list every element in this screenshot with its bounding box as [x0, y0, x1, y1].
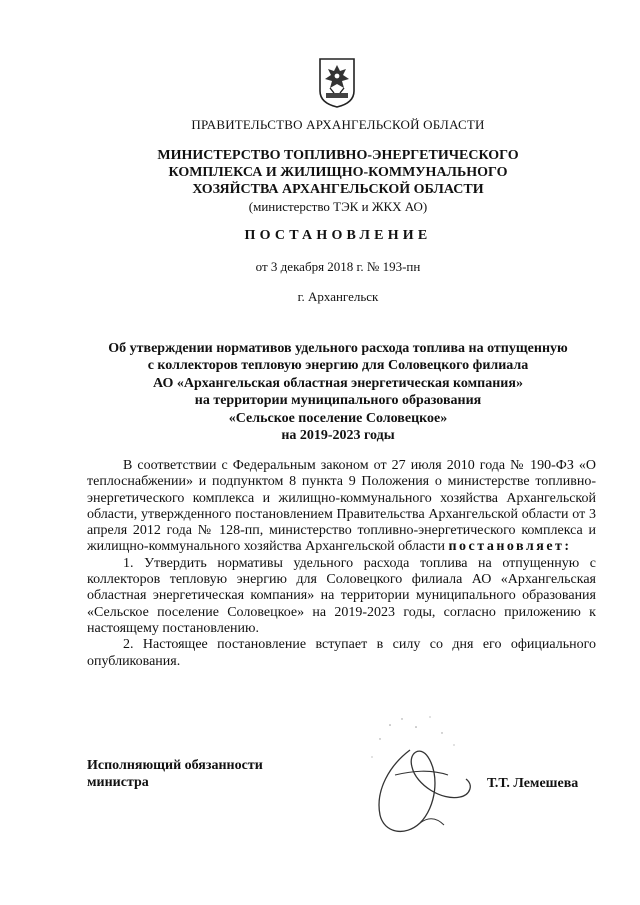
ministry-abbreviation: (министерство ТЭК и ЖКХ АО)	[248, 199, 428, 214]
subject-line: Об утверждении нормативов удельного расхода топлива на отпущенную	[108, 341, 568, 356]
handwritten-signature	[350, 705, 485, 845]
resolves-word: постановляет:	[448, 539, 572, 555]
ministry-line: ХОЗЯЙСТВА АРХАНГЕЛЬСКОЙ ОБЛАСТИ	[192, 182, 484, 197]
preamble-paragraph	[87, 458, 596, 556]
subject-line: на 2019-2023 годы	[281, 428, 395, 444]
signatory-position	[87, 757, 263, 791]
decree-subject	[60, 340, 616, 444]
ministry-name	[60, 147, 616, 215]
subject-line: на территории муниципального образования	[194, 393, 482, 409]
position-line: Исполняющий обязанности	[87, 758, 263, 773]
government-name: ПРАВИТЕЛЬСТВО АРХАНГЕЛЬСКОЙ ОБЛАСТИ	[191, 117, 485, 132]
item-1: 1. Утвердить нормативы удельного расхода топлива на отпущенную с коллекторов тепловую энергию для Соловецкого филиала АО «Архангельская областная энергетическая компания» на территории муниципального образования «Сельское поселение Соловецкое» на 2019-2023 годы, согласно приложению к настоящему постановлению.	[87, 555, 596, 636]
item-2: 2. Настоящее постановление вступает в силу со дня его официального опубликования.	[87, 637, 596, 669]
decree-title: ПОСТАНОВЛЕНИЕ	[244, 228, 432, 243]
decree-city: г. Архангельск	[297, 289, 379, 304]
subject-line: с коллекторов тепловую энергию для Соловецкого филиала	[147, 358, 529, 374]
ministry-line: КОМПЛЕКСА И ЖИЛИЩНО-КОММУНАЛЬНОГО	[168, 165, 508, 180]
decree-body	[87, 458, 596, 670]
subject-line: АО «Архангельская областная энергетическая компания»	[153, 375, 523, 391]
decree-date-number: от 3 декабря 2018 г. № 193-пн	[255, 259, 421, 274]
subject-line: «Сельское поселение Соловецкое»	[228, 410, 448, 426]
signatory-name: Т.Т. Лемешева	[487, 776, 579, 791]
ministry-line: МИНИСТЕРСТВО ТОПЛИВНО-ЭНЕРГЕТИЧЕСКОГО	[157, 148, 519, 163]
preamble-text: В соответствии с Федеральным законом от 27 июля 2010 года № 190-ФЗ «О теплоснабжении» и подпунктом 8 пункта 9 Положения о министерстве топливно-энергетического комплекса и жилищно-коммунального хозяйства Архангельской области, утвержденного постановлением Правительства Архангельской области от 3 апреля 2012 года № 128-пп, министерство топливно-энергетического комплекса и жилищно-коммунального хозяйства Архангельской области	[87, 458, 596, 555]
coat-of-arms-icon	[318, 57, 356, 109]
position-line: министра	[87, 775, 149, 790]
